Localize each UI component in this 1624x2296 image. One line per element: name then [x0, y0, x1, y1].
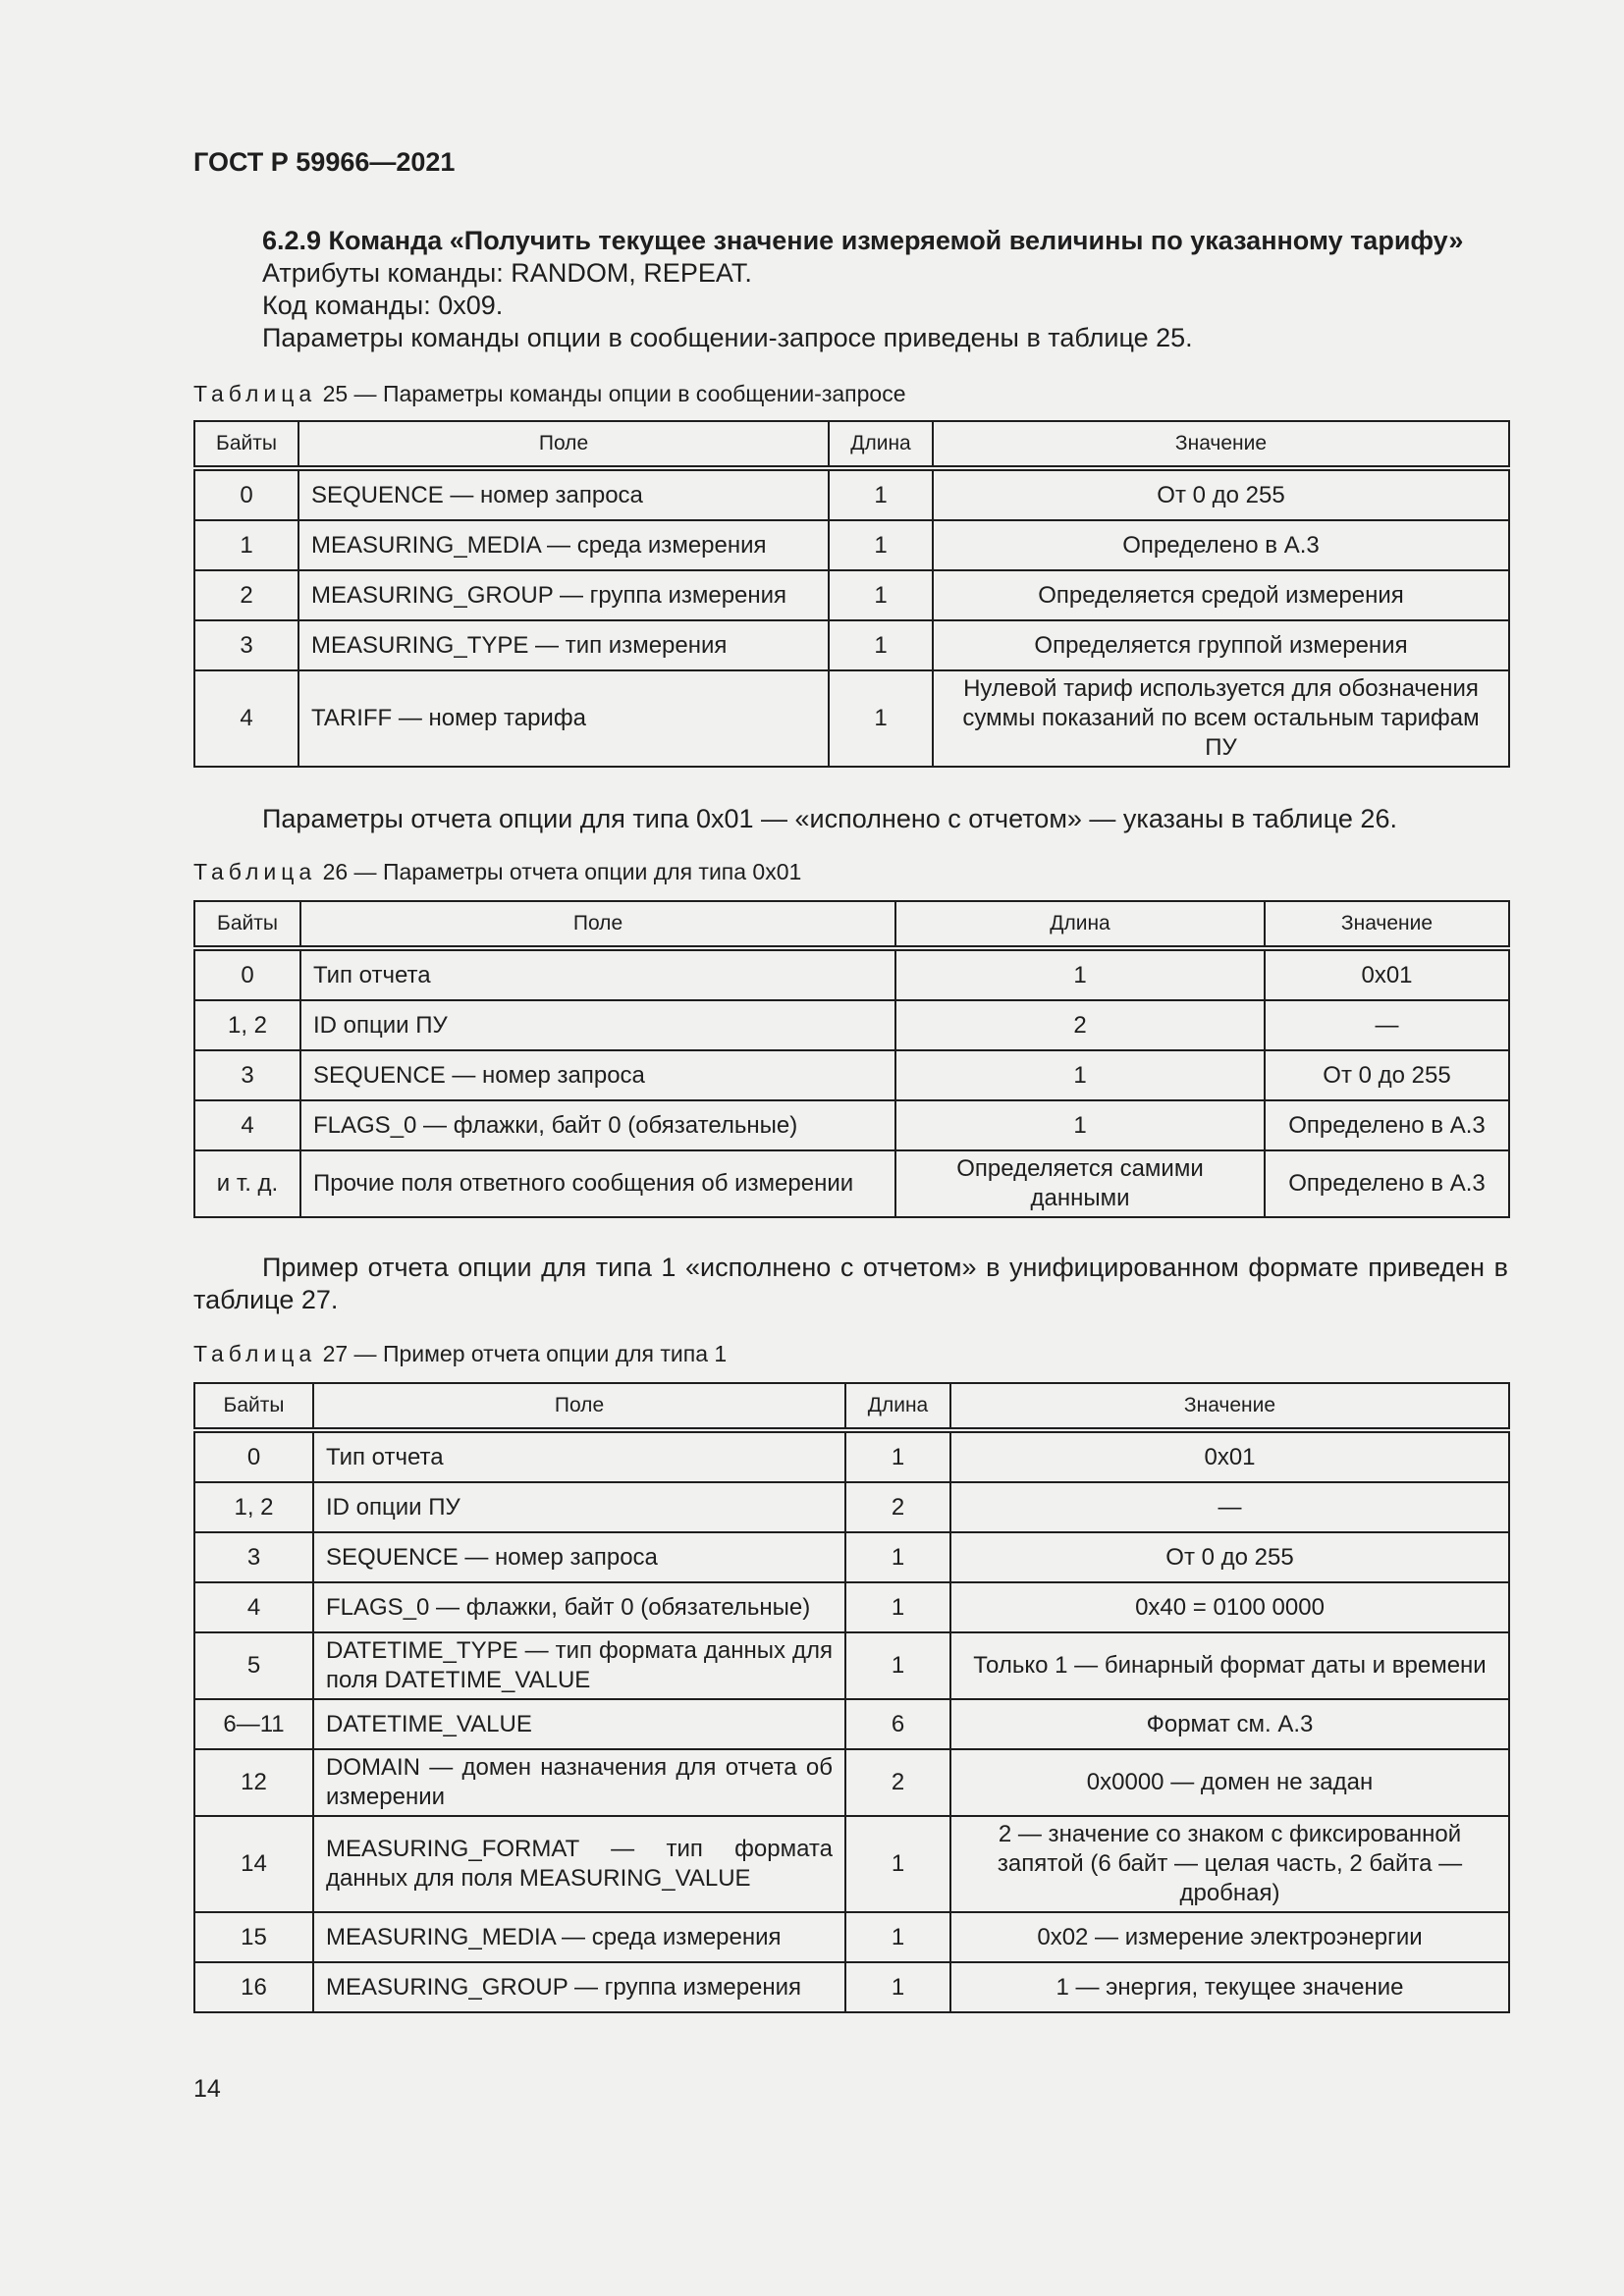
section-title: 6.2.9 Команда «Получить текущее значение измеряемой величины по указанному тарифу»	[262, 226, 1464, 255]
table-27	[193, 1382, 1510, 2013]
cell-length: 1	[845, 1632, 950, 1699]
cell-length: 1	[845, 1430, 950, 1482]
cell-value: От 0 до 255	[1265, 1050, 1509, 1100]
table-26	[193, 900, 1510, 1218]
header-value: Значение	[1265, 901, 1509, 948]
cell-length: 1	[829, 468, 933, 520]
table-row	[194, 520, 1509, 570]
cell-field: Тип отчета	[300, 948, 895, 1000]
header-value: Значение	[933, 421, 1509, 468]
table25-caption	[193, 381, 906, 407]
cell-bytes: 3	[194, 620, 298, 670]
cell-bytes: и т. д.	[194, 1150, 300, 1217]
header-value: Значение	[950, 1383, 1509, 1430]
cell-bytes: 0	[194, 468, 298, 520]
cell-length: 1	[829, 520, 933, 570]
cell-length: 1	[845, 1912, 950, 1962]
header-field: Поле	[313, 1383, 845, 1430]
table-row	[194, 1749, 1509, 1816]
table-row	[194, 468, 1509, 520]
cell-bytes: 4	[194, 670, 298, 767]
cell-length: 1	[845, 1582, 950, 1632]
cell-bytes: 3	[194, 1050, 300, 1100]
table-row	[194, 1532, 1509, 1582]
cell-field: DATETIME_VALUE	[313, 1699, 845, 1749]
cell-value: От 0 до 255	[950, 1532, 1509, 1582]
cell-bytes: 1, 2	[194, 1482, 313, 1532]
cell-bytes: 5	[194, 1632, 313, 1699]
cell-field: MEASURING_GROUP — группа измерения	[313, 1962, 845, 2012]
cell-field: FLAGS_0 — флажки, байт 0 (обязательные)	[300, 1100, 895, 1150]
table27-caption-word: Таблица	[193, 1341, 317, 1366]
cell-value: От 0 до 255	[933, 468, 1509, 520]
table-row	[194, 1912, 1509, 1962]
table-reference-25: Параметры команды опции в сообщении-запросе приведены в таблице 25.	[262, 323, 1193, 352]
cell-bytes: 3	[194, 1532, 313, 1582]
table26-caption-text: 26 — Параметры отчета опции для типа 0x01	[322, 859, 802, 884]
cell-length: 2	[845, 1749, 950, 1816]
cell-value: Определено в А.3	[1265, 1150, 1509, 1217]
cell-value: Определяется группой измерения	[933, 620, 1509, 670]
cell-bytes: 4	[194, 1582, 313, 1632]
command-code: Код команды: 0x09.	[262, 291, 504, 320]
cell-field: MEASURING_FORMAT — тип формата данных для поля MEASURING_VALUE	[313, 1816, 845, 1912]
table25-caption-word: Таблица	[193, 381, 317, 406]
cell-bytes: 12	[194, 1749, 313, 1816]
cell-bytes: 4	[194, 1100, 300, 1150]
cell-length: 1	[829, 620, 933, 670]
table-header-row	[194, 421, 1509, 468]
cell-length: 1	[895, 1100, 1265, 1150]
table-row	[194, 620, 1509, 670]
table-row	[194, 1150, 1509, 1217]
cell-bytes: 0	[194, 948, 300, 1000]
cell-field: MEASURING_TYPE — тип измерения	[298, 620, 829, 670]
cell-value: —	[950, 1482, 1509, 1532]
cell-field: MEASURING_MEDIA — среда измерения	[298, 520, 829, 570]
table-row	[194, 1632, 1509, 1699]
cell-bytes: 0	[194, 1430, 313, 1482]
header-bytes: Байты	[194, 421, 298, 468]
table-row	[194, 570, 1509, 620]
cell-length: 2	[845, 1482, 950, 1532]
cell-bytes: 15	[194, 1912, 313, 1962]
cell-value: 0x40 = 0100 0000	[950, 1582, 1509, 1632]
header-length: Длина	[895, 901, 1265, 948]
document-header: ГОСТ Р 59966—2021	[193, 147, 456, 177]
cell-field: MEASURING_MEDIA — среда измерения	[313, 1912, 845, 1962]
header-length: Длина	[829, 421, 933, 468]
cell-bytes: 14	[194, 1816, 313, 1912]
cell-field: DOMAIN — домен назначения для отчета об измерении	[313, 1749, 845, 1816]
cell-field: MEASURING_GROUP — группа измерения	[298, 570, 829, 620]
cell-value: —	[1265, 1000, 1509, 1050]
paragraph-table27-reference: Пример отчета опции для типа 1 «исполнено с отчетом» в унифицированном формате приведен в таблице 27.	[193, 1253, 1508, 1314]
cell-field: DATETIME_TYPE — тип формата данных для поля DATETIME_VALUE	[313, 1632, 845, 1699]
cell-value: Определено в А.3	[933, 520, 1509, 570]
table-row	[194, 1816, 1509, 1912]
table-header-row	[194, 1383, 1509, 1430]
cell-field: TARIFF — номер тарифа	[298, 670, 829, 767]
cell-length: 1	[895, 1050, 1265, 1100]
cell-bytes: 16	[194, 1962, 313, 2012]
table-row	[194, 1000, 1509, 1050]
cell-length: 1	[829, 670, 933, 767]
cell-length: 1	[829, 570, 933, 620]
cell-field: SEQUENCE — номер запроса	[300, 1050, 895, 1100]
cell-value: 0x01	[1265, 948, 1509, 1000]
table27-caption-text: 27 — Пример отчета опции для типа 1	[322, 1341, 728, 1366]
cell-length: 1	[845, 1816, 950, 1912]
table25-caption-text: 25 — Параметры команды опции в сообщении-запросе	[322, 381, 906, 406]
cell-value: 2 — значение со знаком с фиксированной запятой (6 байт — целая часть, 2 байта — дробная)	[950, 1816, 1509, 1912]
table-row	[194, 1699, 1509, 1749]
cell-field: SEQUENCE — номер запроса	[298, 468, 829, 520]
header-bytes: Байты	[194, 901, 300, 948]
cell-bytes: 6—11	[194, 1699, 313, 1749]
cell-value: 0x0000 — домен не задан	[950, 1749, 1509, 1816]
cell-bytes: 1, 2	[194, 1000, 300, 1050]
cell-bytes: 2	[194, 570, 298, 620]
cell-value: 0x02 — измерение электроэнергии	[950, 1912, 1509, 1962]
cell-value: 0x01	[950, 1430, 1509, 1482]
table-row	[194, 1050, 1509, 1100]
cell-bytes: 1	[194, 520, 298, 570]
cell-field: SEQUENCE — номер запроса	[313, 1532, 845, 1582]
cell-length: 1	[845, 1962, 950, 2012]
header-bytes: Байты	[194, 1383, 313, 1430]
command-attributes: Атрибуты команды: RANDOM, REPEAT.	[262, 258, 752, 288]
table-25	[193, 420, 1510, 768]
table-row	[194, 948, 1509, 1000]
cell-field: ID опции ПУ	[300, 1000, 895, 1050]
table-header-row	[194, 901, 1509, 948]
cell-value: Только 1 — бинарный формат даты и времени	[950, 1632, 1509, 1699]
cell-length: 2	[895, 1000, 1265, 1050]
cell-field: ID опции ПУ	[313, 1482, 845, 1532]
cell-value: Формат см. А.3	[950, 1699, 1509, 1749]
table27-caption	[193, 1341, 727, 1367]
page-number: 14	[193, 2075, 221, 2103]
table26-caption-word: Таблица	[193, 859, 317, 884]
section-6-2-9	[262, 225, 1509, 354]
cell-length: 1	[895, 948, 1265, 1000]
table-row	[194, 1430, 1509, 1482]
table26-caption	[193, 859, 801, 885]
header-field: Поле	[298, 421, 829, 468]
cell-length: 6	[845, 1699, 950, 1749]
header-length: Длина	[845, 1383, 950, 1430]
cell-length: Определяется самими данными	[895, 1150, 1265, 1217]
table-row	[194, 670, 1509, 767]
paragraph-table26-reference: Параметры отчета опции для типа 0x01 — «исполнено с отчетом» — указаны в таблице 26.	[262, 804, 1397, 833]
cell-value: Определяется средой измерения	[933, 570, 1509, 620]
cell-field: Прочие поля ответного сообщения об измерении	[300, 1150, 895, 1217]
cell-value: Нулевой тариф используется для обозначения суммы показаний по всем остальным тарифам ПУ	[933, 670, 1509, 767]
table-row	[194, 1100, 1509, 1150]
header-field: Поле	[300, 901, 895, 948]
table-row	[194, 1482, 1509, 1532]
cell-field: FLAGS_0 — флажки, байт 0 (обязательные)	[313, 1582, 845, 1632]
cell-value: 1 — энергия, текущее значение	[950, 1962, 1509, 2012]
cell-value: Определено в А.3	[1265, 1100, 1509, 1150]
table-row	[194, 1962, 1509, 2012]
table-row	[194, 1582, 1509, 1632]
cell-length: 1	[845, 1532, 950, 1582]
cell-field: Тип отчета	[313, 1430, 845, 1482]
